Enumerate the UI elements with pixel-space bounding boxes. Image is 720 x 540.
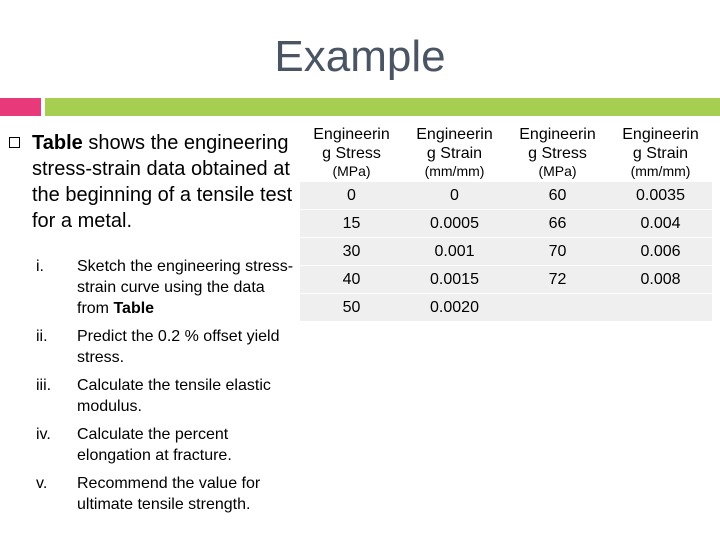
table-header-row: [300, 119, 712, 182]
list-item-text: Sketch the engineering stress-strain curve using the data from Table: [77, 258, 294, 317]
table-header-cell: [403, 119, 506, 182]
header-line: g Stress: [322, 145, 381, 162]
list-item-number: ii.: [36, 328, 48, 345]
table-cell: [506, 294, 609, 322]
table-body: [300, 182, 712, 322]
table-row: [300, 266, 712, 294]
list-item-text: Recommend the value for ultimate tensile strength.: [77, 475, 261, 513]
table-cell: 0: [300, 182, 403, 210]
header-line: g Strain: [426, 145, 483, 162]
table-header-cell: [506, 119, 609, 182]
table-header-cell: [300, 119, 403, 182]
header-unit: (MPa): [538, 163, 577, 179]
stress-strain-table: [300, 119, 712, 321]
table-cell: [609, 294, 712, 322]
accent-bar-green: [45, 98, 720, 116]
table-row: [300, 238, 712, 266]
header-line: Engineerin: [313, 126, 390, 143]
table-cell: 0.006: [609, 238, 712, 266]
table-row: [300, 294, 712, 322]
table-cell: 15: [300, 210, 403, 238]
header-unit: (mm/mm): [424, 163, 485, 179]
table-header-cell: [609, 119, 712, 182]
intro-paragraph: [32, 130, 294, 234]
page-title: Example: [274, 32, 446, 81]
header-unit: (MPa): [332, 163, 371, 179]
header-line: Engineerin: [416, 126, 493, 143]
list-item: [36, 424, 296, 466]
table-cell: 0.0005: [403, 210, 506, 238]
intro-text: shows the engineering stress-strain data obtained at the beginning of a tensile test for a metal.: [32, 132, 293, 232]
square-bullet-icon: [9, 137, 20, 148]
table-row: [300, 182, 712, 210]
table-cell: 72: [506, 266, 609, 294]
list-item-number: iii.: [36, 377, 52, 394]
header-line: g Stress: [528, 145, 587, 162]
table-cell: 0: [403, 182, 506, 210]
table-cell: 0.0020: [403, 294, 506, 322]
data-table-container: [300, 119, 712, 321]
list-item: [36, 375, 296, 417]
table-cell: 0.0035: [609, 182, 712, 210]
table-cell: 70: [506, 238, 609, 266]
header-line: Engineerin: [519, 126, 596, 143]
table-cell: 0.004: [609, 210, 712, 238]
list-item-number: iv.: [36, 426, 51, 443]
list-item-number: i.: [36, 258, 44, 275]
table-row: [300, 210, 712, 238]
table-cell: 0.008: [609, 266, 712, 294]
table-cell: 30: [300, 238, 403, 266]
table-cell: 66: [506, 210, 609, 238]
list-item: [36, 473, 296, 515]
list-item: [36, 326, 296, 368]
table-cell: 50: [300, 294, 403, 322]
table-cell: 60: [506, 182, 609, 210]
list-item-text: Predict the 0.2 % offset yield stress.: [77, 328, 280, 366]
table-cell: 40: [300, 266, 403, 294]
list-item-number: v.: [36, 475, 48, 492]
header-line: g Strain: [632, 145, 689, 162]
question-list: [36, 256, 296, 522]
table-cell: 0.001: [403, 238, 506, 266]
table-cell: 0.0015: [403, 266, 506, 294]
list-item-text: Calculate the percent elongation at fracture.: [77, 426, 232, 464]
list-item-bold: Table: [113, 300, 155, 317]
accent-bar-pink: [0, 98, 41, 116]
header-unit: (mm/mm): [630, 163, 691, 179]
header-line: Engineerin: [622, 126, 699, 143]
list-item-text: Calculate the tensile elastic modulus.: [77, 377, 271, 415]
list-item: [36, 256, 296, 319]
intro-bold: Table: [32, 132, 83, 154]
